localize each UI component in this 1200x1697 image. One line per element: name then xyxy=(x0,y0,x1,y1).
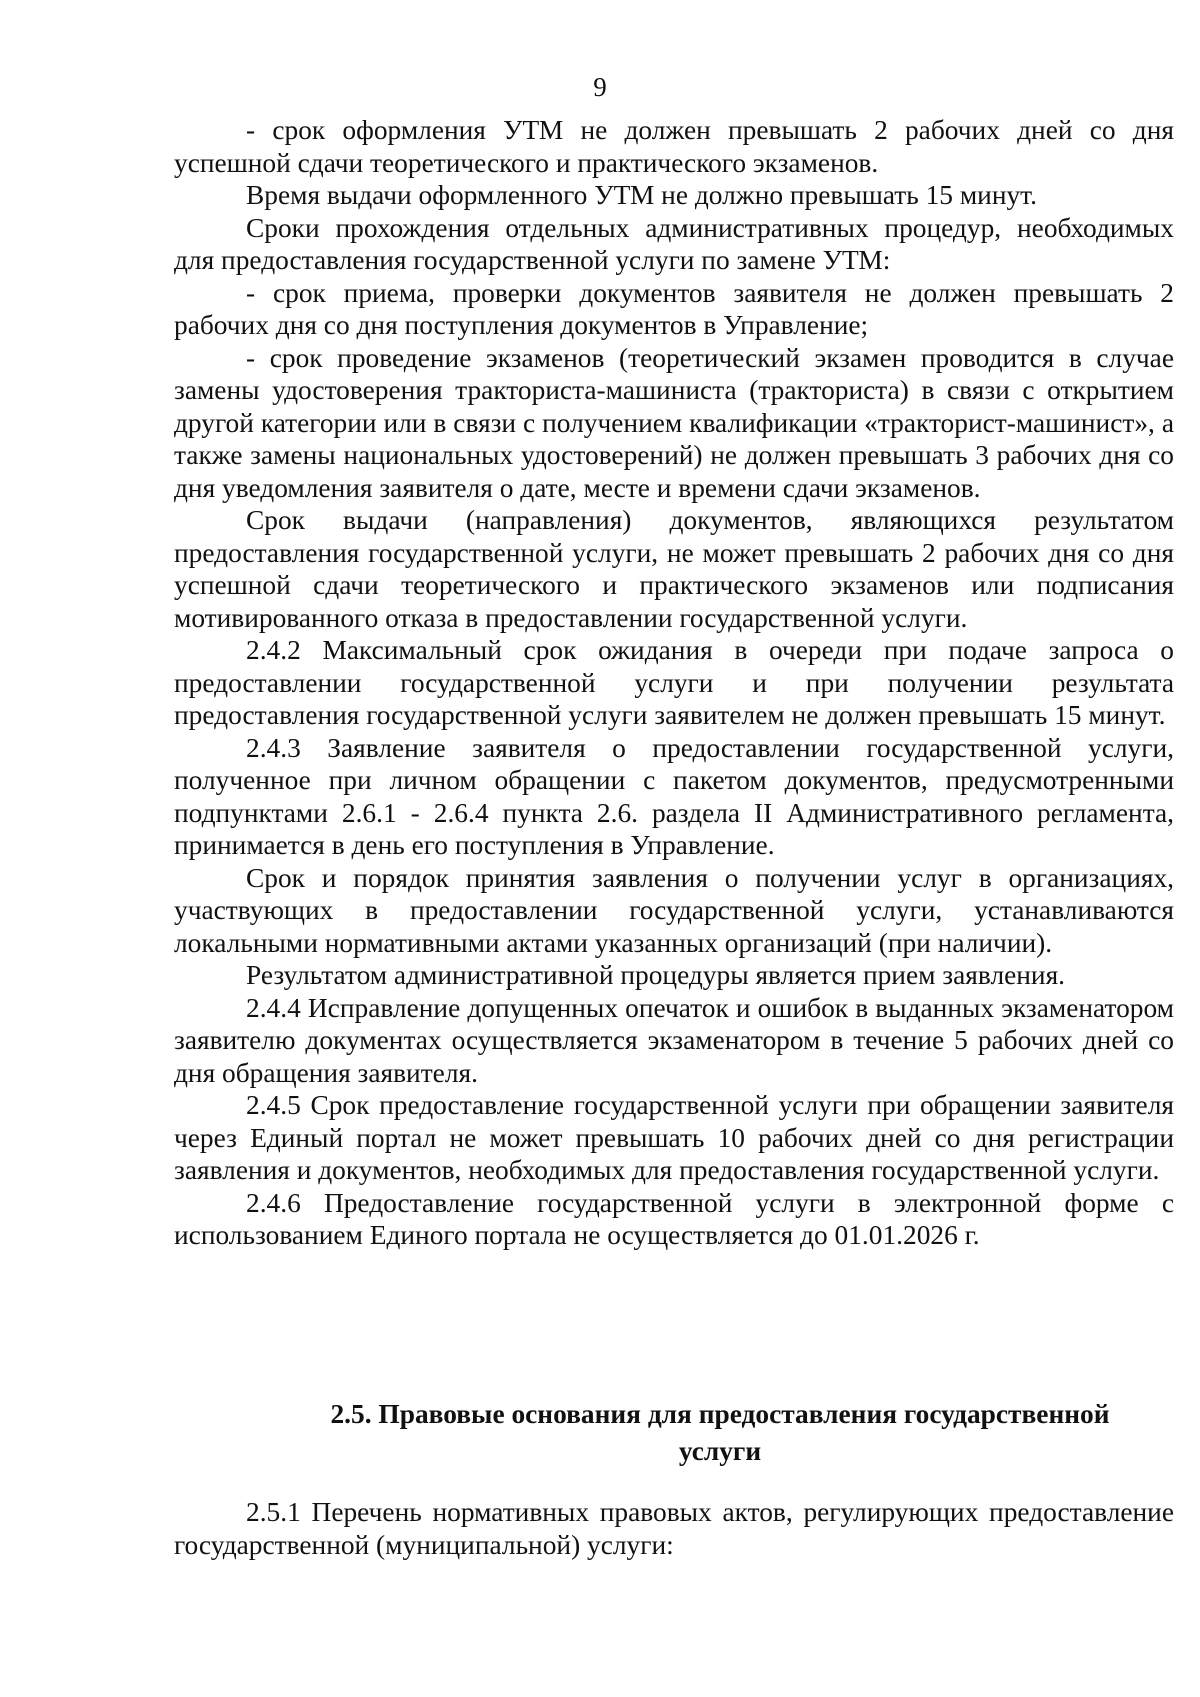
paragraph-result-issue-term: Срок выдачи (направления) документов, являющихся результатом предоставления государственной услуги, не может превышать 2 рабочих дня со дня успешной сдачи теоретического и практического экзаменов или подписания мотивированного отказа в предоставлении государственной услуги. xyxy=(174,505,1174,633)
paragraph-2-4-2: 2.4.2 Максимальный срок ожидания в очереди при подаче запроса о предоставлении государственной услуги и при получении результата предоставления государственной услуги заявителем не должен превышать 15 минут. xyxy=(174,635,1174,730)
section-heading-2-5: 2.5. Правовые основания для предоставления государственной услуги xyxy=(330,1399,1110,1466)
paragraph-procedure-result: Результатом административной процедуры является прием заявления. xyxy=(246,960,1066,990)
paragraph-exam-term: - срок проведение экзаменов (теоретический экзамен проводится в случае замены удостоверения тракториста-машиниста (тракториста) в связи с открытием другой категории или в связи с получением квалификации «тракторист-машинист», а также замены национальных удостоверений) не должен превышать 3 рабочих дня со дня уведомления заявителя о дате, месте и времени сдачи экзаменов. xyxy=(174,342,1174,503)
paragraph-utm-issue-term: - срок оформления УТМ не должен превышать 2 рабочих дней со дня успешной сдачи теоретического и практического экзаменов. xyxy=(174,115,1174,178)
paragraph-2-4-5: 2.4.5 Срок предоставление государственной услуги при обращении заявителя через Единый портал не может превышать 10 рабочих дней со дня регистрации заявления и документов, необходимых для предоставления государственной услуги. xyxy=(174,1090,1174,1185)
section-2-5-body xyxy=(174,1496,1174,1561)
paragraph-2-4-6: 2.4.6 Предоставление государственной услуги в электронной форме с использованием Единого портала не осуществляется до 01.01.2026 г. xyxy=(174,1187,1174,1250)
paragraph-2-5-1: 2.5.1 Перечень нормативных правовых актов, регулирующих предоставление государственной (муниципальной) услуги: xyxy=(174,1497,1174,1560)
paragraph-utm-issue-time: Время выдачи оформленного УТМ не должно превышать 15 минут. xyxy=(246,180,1037,210)
body-text xyxy=(174,114,1174,1252)
paragraph-replacement-terms: Сроки прохождения отдельных административных процедур, необходимых для предоставления государственной услуги по замене УТМ: xyxy=(174,212,1174,275)
page-number: 9 xyxy=(593,72,607,102)
paragraph-2-4-4: 2.4.4 Исправление допущенных опечаток и ошибок в выданных экзаменатором заявителю документах осуществляется экзаменатором в течение 5 рабочих дней со дня обращения заявителя. xyxy=(174,992,1174,1088)
paragraph-2-4-3: 2.4.3 Заявление заявителя о предоставлении государственной услуги, полученное при личном обращении с пакетом документов, предусмотренными подпунктами 2.6.1 - 2.6.4 пункта 2.6. раздела II Административного регламента, принимается в день его поступления в Управление. xyxy=(174,732,1174,860)
paragraph-document-check-term: - срок приема, проверки документов заявителя не должен превышать 2 рабочих дня со дня поступления документов в Управление; xyxy=(174,277,1174,340)
paragraph-organizations-term: Срок и порядок принятия заявления о получении услуг в организациях, участвующих в предоставлении государственной услуги, устанавливаются локальными нормативными актами указанных организаций (при наличии). xyxy=(174,862,1174,958)
